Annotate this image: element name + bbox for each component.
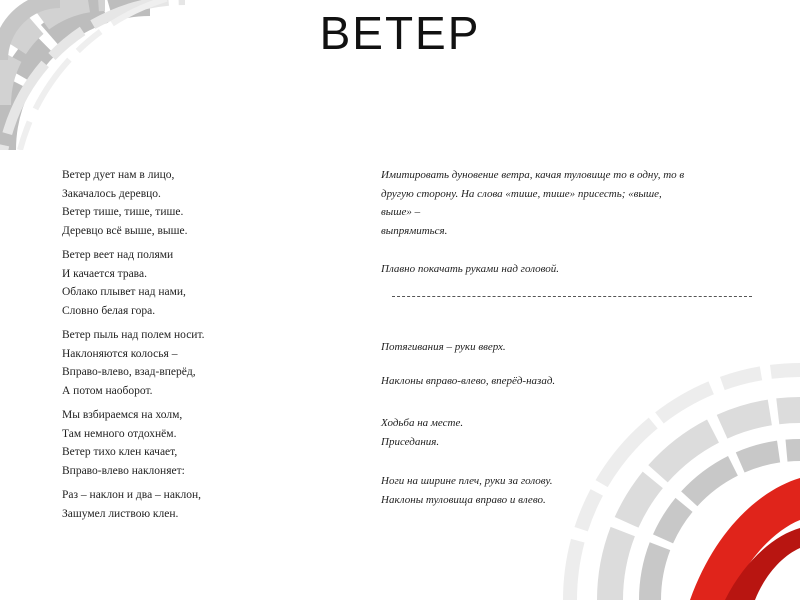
poem-line: Деревцо всё выше, выше.: [62, 224, 188, 237]
poem-line: Закачалось деревцо.: [62, 187, 161, 200]
instruction-line: Потягивания – руки вверх.: [381, 341, 506, 353]
poem-line: Там немного отдохнём.: [62, 427, 177, 440]
instruction-line: Имитировать дуновение ветра, качая туловище то в одну, то в: [381, 169, 685, 181]
instruction-block: [381, 260, 756, 279]
poem-line: Зашумел листвою клен.: [62, 507, 179, 520]
poem-line: Ветер пыль над полем носит.: [62, 329, 205, 341]
poem-line: Наклоняются колосья –: [62, 347, 178, 360]
instruction-line: выпрямиться.: [381, 224, 448, 237]
poem-line: Вправо-влево, взад-вперёд,: [62, 366, 196, 378]
instruction-line: выше» –: [381, 206, 421, 218]
instruction-line: другую сторону. На слова «тише, тише» присесть; «выше,: [381, 187, 662, 200]
poem-stanza: [62, 486, 362, 523]
poem-stanza: [62, 166, 362, 240]
poem-line: Словно белая гора.: [62, 304, 156, 317]
page-title: ВЕТЕР: [319, 7, 481, 59]
poem-stanza: [62, 326, 362, 400]
poem-line: Облако плывет над нами,: [62, 286, 186, 298]
dashed-separator: [392, 296, 752, 297]
poem-line: Мы взбираемся на холм,: [62, 409, 183, 421]
instruction-block: [381, 414, 756, 451]
instruction-line: Наклоны вправо-влево, вперёд-назад.: [381, 375, 556, 387]
instruction-line: Ноги на ширине плеч, руки за голову.: [381, 475, 553, 487]
instruction-line: Приседания.: [381, 435, 440, 448]
poem-stanza: [62, 246, 362, 320]
poem-line: И качается трава.: [62, 267, 147, 280]
poem-line: Ветер веет над полями: [62, 249, 174, 261]
instruction-line: Ходьба на месте.: [381, 417, 464, 429]
instruction-block: [381, 338, 756, 357]
instruction-line: Наклоны туловища вправо и влево.: [381, 493, 546, 506]
poem-column: [62, 166, 362, 529]
poem-line: Ветер тише, тише, тише.: [62, 206, 184, 218]
instruction-block: [381, 472, 756, 509]
poem-line: Вправо-влево наклоняет:: [62, 464, 185, 477]
poem-line: А потом наоборот.: [62, 384, 153, 397]
poem-line: Ветер тихо клен качает,: [62, 446, 178, 458]
poem-line: Раз – наклон и два – наклон,: [62, 489, 202, 501]
instruction-line: Плавно покачать руками над головой.: [381, 263, 560, 275]
poem-stanza: [62, 406, 362, 480]
poem-line: Ветер дует нам в лицо,: [62, 169, 175, 181]
instruction-block: [381, 166, 756, 240]
instruction-block: [381, 372, 756, 391]
